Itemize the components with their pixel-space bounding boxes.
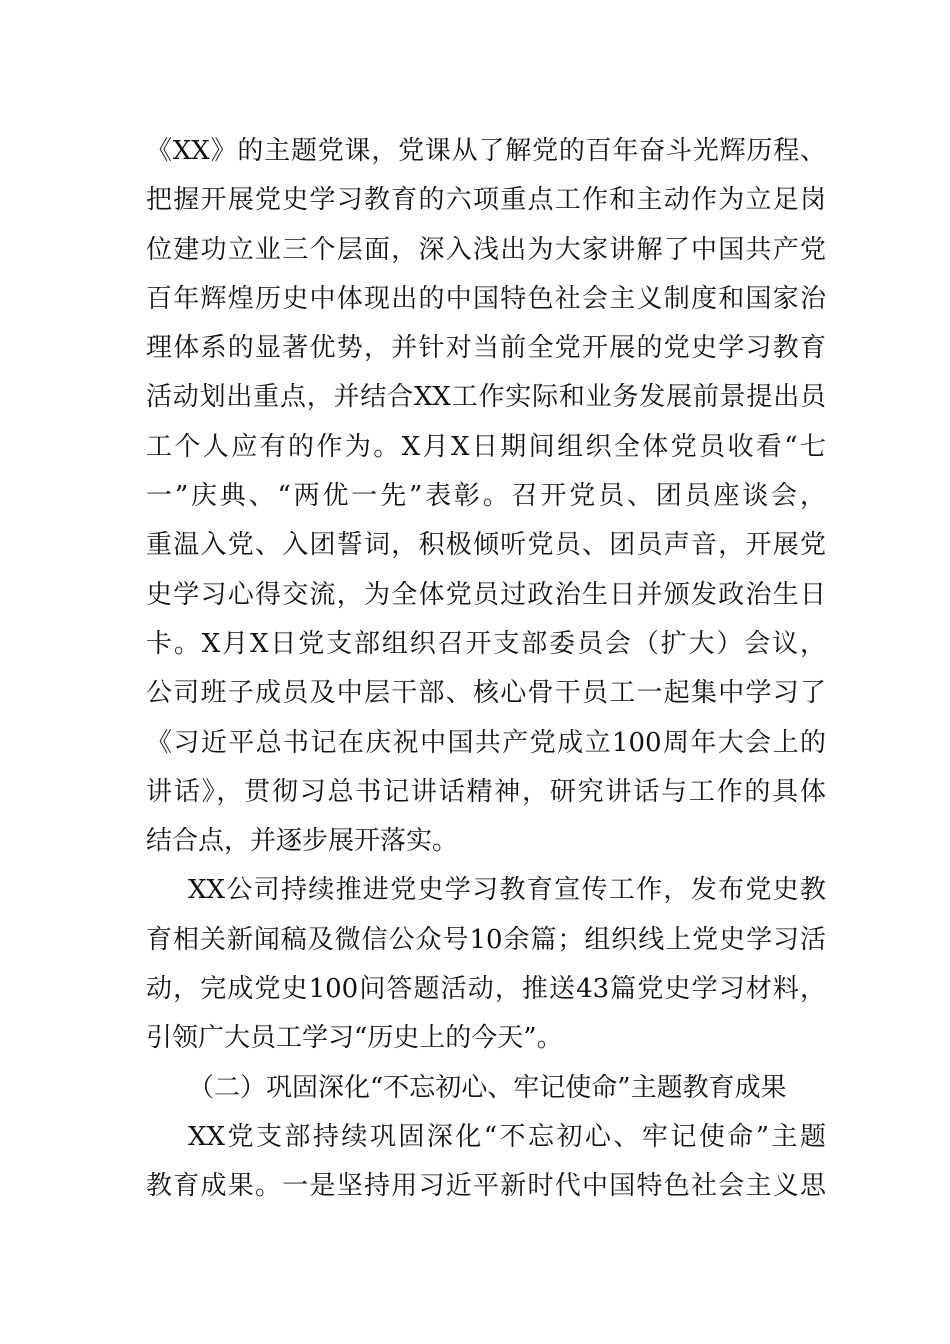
text-line: 引领广大员工学习“历史上的今天”。 bbox=[146, 1023, 563, 1054]
text-line: 一”庆典、“两优一先”表彰。召开党员、团员座谈会， bbox=[146, 481, 826, 512]
text-line: 结合点，并逐步展开落实。 bbox=[146, 826, 459, 857]
text-line: 育相关新闻稿及微信公众号10余篇；组织线上党史学习活 bbox=[146, 924, 826, 955]
text-line: 活动划出重点，并结合XX工作实际和业务发展前景提出员 bbox=[146, 382, 826, 413]
text-line: 卡。X月X日党支部组织召开支部委员会（扩大）会议， bbox=[146, 628, 826, 659]
text-line: （二）巩固深化“不忘初心、牢记使命”主题教育成果 bbox=[188, 1072, 787, 1103]
text-line: 教育成果。一是坚持用习近平新时代中国特色社会主义思 bbox=[146, 1171, 826, 1202]
text-line: 工个人应有的作为。X月X日期间组织全体党员收看“七 bbox=[146, 431, 826, 462]
text-line: 公司班子成员及中层干部、核心骨干员工一起集中学习了 bbox=[146, 678, 826, 709]
text-line: XX党支部持续巩固深化“不忘初心、牢记使命”主题 bbox=[188, 1121, 826, 1152]
text-line: 史学习心得交流，为全体党员过政治生日并颁发政治生日 bbox=[146, 579, 826, 610]
text-line: 《习近平总书记在庆祝中国共产党成立100周年大会上的 bbox=[146, 727, 826, 758]
text-line: 讲话》，贯彻习总书记讲话精神，研究讲话与工作的具体 bbox=[146, 776, 826, 807]
text-line: 重温入党、入团誓词，积极倾听党员、团员声音，开展党 bbox=[146, 530, 826, 561]
text-line: 把握开展党史学习教育的六项重点工作和主动作为立足岗 bbox=[146, 185, 826, 216]
text-line: 理体系的显著优势，并针对当前全党开展的党史学习教育 bbox=[146, 333, 826, 364]
text-line: 动，完成党史100问答题活动，推送43篇党史学习材料， bbox=[146, 974, 826, 1005]
text-line: XX公司持续推进党史学习教育宣传工作，发布党史教 bbox=[188, 875, 826, 906]
text-line: 位建功立业三个层面，深入浅出为大家讲解了中国共产党 bbox=[146, 234, 826, 265]
text-line: 《XX》的主题党课，党课从了解党的百年奋斗光辉历程、 bbox=[146, 136, 826, 166]
text-line: 百年辉煌历史中体现出的中国特色社会主义制度和国家治 bbox=[146, 283, 826, 314]
document-body bbox=[146, 127, 826, 1212]
